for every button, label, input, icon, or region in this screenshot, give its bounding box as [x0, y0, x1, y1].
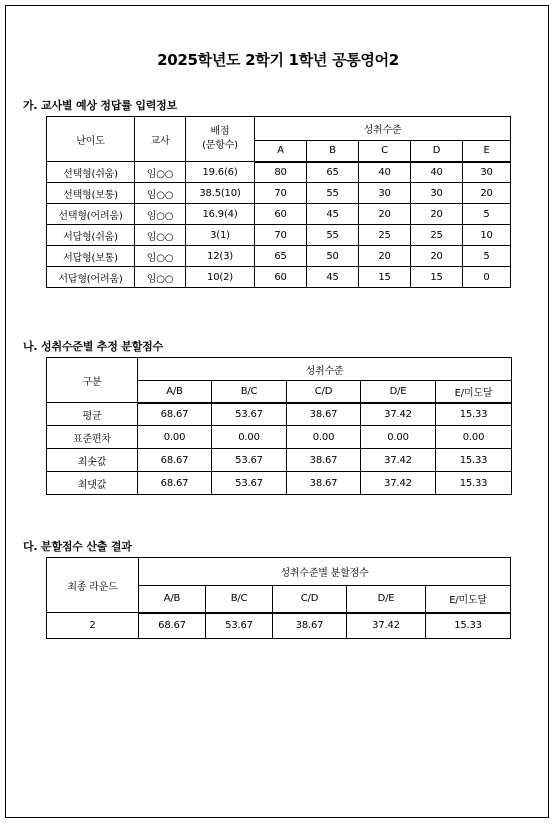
- rate-cell: 20: [359, 246, 411, 267]
- table-row: [47, 613, 511, 639]
- points-cell: 10(2): [186, 267, 255, 288]
- header-teacher: 교사: [135, 117, 186, 162]
- header-points: [186, 117, 255, 162]
- cutoff-value-cell: 0.00: [212, 426, 287, 449]
- cutoff-value-cell: 68.67: [138, 403, 212, 426]
- header-cutoff-de: D/E: [361, 381, 436, 403]
- cutoff-value-cell: 68.67: [139, 613, 206, 639]
- header-cutoff-cd: C/D: [273, 586, 347, 613]
- header-cutoff-de: D/E: [347, 586, 426, 613]
- rate-cell: 40: [411, 162, 463, 183]
- header-achievement: 성취수준: [255, 117, 511, 141]
- cutoff-value-cell: 37.42: [361, 472, 436, 495]
- header-achievement: 성취수준: [138, 358, 512, 381]
- header-level-c: C: [359, 141, 411, 162]
- rate-cell: 20: [411, 246, 463, 267]
- rate-cell: 15: [411, 267, 463, 288]
- difficulty-cell: 선택형(쉬움): [47, 162, 135, 183]
- table-row: [47, 449, 512, 472]
- header-level-e: E: [463, 141, 511, 162]
- cutoff-value-cell: 53.67: [212, 403, 287, 426]
- rate-cell: 30: [411, 183, 463, 204]
- difficulty-cell: 서답형(어려움): [47, 267, 135, 288]
- table-row: [47, 183, 511, 204]
- teacher-cell: 임○○: [135, 225, 186, 246]
- table-row: [47, 267, 511, 288]
- table-row: [47, 403, 512, 426]
- cutoff-value-cell: 37.42: [361, 403, 436, 426]
- table-row: [47, 426, 512, 449]
- header-points-line2: (문항수): [202, 140, 238, 151]
- difficulty-cell: 서답형(보통): [47, 246, 135, 267]
- rate-cell: 65: [307, 162, 359, 183]
- header-cutoff-ab: A/B: [138, 381, 212, 403]
- cutoff-value-cell: 0.00: [287, 426, 361, 449]
- teacher-cell: 임○○: [135, 162, 186, 183]
- rate-cell: 15: [359, 267, 411, 288]
- points-cell: 38.5(10): [186, 183, 255, 204]
- teacher-cell: 임○○: [135, 204, 186, 225]
- cutoff-value-cell: 38.67: [273, 613, 347, 639]
- cutoff-value-cell: 53.67: [206, 613, 273, 639]
- rate-cell: 45: [307, 204, 359, 225]
- header-cutoff-bc: B/C: [212, 381, 287, 403]
- rate-cell: 25: [359, 225, 411, 246]
- rate-cell: 55: [307, 225, 359, 246]
- header-level-a: A: [255, 141, 307, 162]
- cutoff-value-cell: 15.33: [436, 449, 512, 472]
- rate-cell: 30: [463, 162, 511, 183]
- teacher-expected-rate-table: [46, 116, 511, 288]
- rate-cell: 40: [359, 162, 411, 183]
- cutoff-value-cell: 0.00: [361, 426, 436, 449]
- cutoff-value-cell: 37.42: [361, 449, 436, 472]
- table-row: [47, 225, 511, 246]
- cutoff-value-cell: 68.67: [138, 449, 212, 472]
- difficulty-cell: 서답형(쉬움): [47, 225, 135, 246]
- rate-cell: 5: [463, 204, 511, 225]
- cutoff-value-cell: 0.00: [138, 426, 212, 449]
- header-final-round: 최종 라운드: [47, 558, 139, 613]
- cutoff-value-cell: 53.67: [212, 449, 287, 472]
- statistic-label-cell: 평균: [47, 403, 138, 426]
- header-achievement-cutoff: 성취수준별 분할점수: [139, 558, 511, 586]
- points-cell: 3(1): [186, 225, 255, 246]
- cutoff-value-cell: 38.67: [287, 449, 361, 472]
- rate-cell: 55: [307, 183, 359, 204]
- rate-cell: 45: [307, 267, 359, 288]
- statistic-label-cell: 최솟값: [47, 449, 138, 472]
- rate-cell: 60: [255, 204, 307, 225]
- teacher-cell: 임○○: [135, 183, 186, 204]
- statistic-label-cell: 최댓값: [47, 472, 138, 495]
- table-row: [47, 204, 511, 225]
- section-b-heading: 나. 성취수준별 추정 분할점수: [23, 340, 163, 353]
- header-cutoff-ab: A/B: [139, 586, 206, 613]
- rate-cell: 50: [307, 246, 359, 267]
- rate-cell: 20: [463, 183, 511, 204]
- cutoff-value-cell: 38.67: [287, 472, 361, 495]
- points-cell: 16.9(4): [186, 204, 255, 225]
- rate-cell: 70: [255, 225, 307, 246]
- cutoff-value-cell: 68.67: [138, 472, 212, 495]
- rate-cell: 20: [359, 204, 411, 225]
- rate-cell: 70: [255, 183, 307, 204]
- rate-cell: 25: [411, 225, 463, 246]
- section-c-heading: 다. 분할점수 산출 결과: [23, 540, 132, 553]
- cutoff-value-cell: 0.00: [436, 426, 512, 449]
- cutoff-value-cell: 37.42: [347, 613, 426, 639]
- table-row: [47, 246, 511, 267]
- header-difficulty: 난이도: [47, 117, 135, 162]
- rate-cell: 10: [463, 225, 511, 246]
- header-points-line1: 배점: [210, 126, 230, 137]
- difficulty-cell: 선택형(보통): [47, 183, 135, 204]
- points-cell: 19.6(6): [186, 162, 255, 183]
- estimated-cutoff-table: [46, 357, 512, 495]
- header-cutoff-e-fail: E/미도달: [426, 586, 511, 613]
- table-row: [47, 472, 512, 495]
- statistic-label-cell: 표준편차: [47, 426, 138, 449]
- rate-cell: 20: [411, 204, 463, 225]
- table-row: [47, 162, 511, 183]
- header-level-b: B: [307, 141, 359, 162]
- teacher-cell: 임○○: [135, 267, 186, 288]
- rate-cell: 30: [359, 183, 411, 204]
- rate-cell: 0: [463, 267, 511, 288]
- cutoff-value-cell: 15.33: [436, 472, 512, 495]
- header-cutoff-bc: B/C: [206, 586, 273, 613]
- difficulty-cell: 선택형(어려움): [47, 204, 135, 225]
- cutoff-value-cell: 53.67: [212, 472, 287, 495]
- teacher-cell: 임○○: [135, 246, 186, 267]
- header-category: 구분: [47, 358, 138, 403]
- rate-cell: 80: [255, 162, 307, 183]
- cutoff-value-cell: 38.67: [287, 403, 361, 426]
- cutoff-value-cell: 15.33: [426, 613, 511, 639]
- document-title: 2025학년도 2학기 1학년 공통영어2: [157, 51, 399, 69]
- section-a-heading: 가. 교사별 예상 정답률 입력정보: [23, 99, 178, 112]
- rate-cell: 65: [255, 246, 307, 267]
- cutoff-value-cell: 15.33: [436, 403, 512, 426]
- cutoff-result-table: [46, 557, 511, 639]
- rate-cell: 5: [463, 246, 511, 267]
- points-cell: 12(3): [186, 246, 255, 267]
- header-cutoff-cd: C/D: [287, 381, 361, 403]
- rate-cell: 60: [255, 267, 307, 288]
- header-cutoff-e-fail: E/미도달: [436, 381, 512, 403]
- round-cell: 2: [47, 613, 139, 639]
- header-level-d: D: [411, 141, 463, 162]
